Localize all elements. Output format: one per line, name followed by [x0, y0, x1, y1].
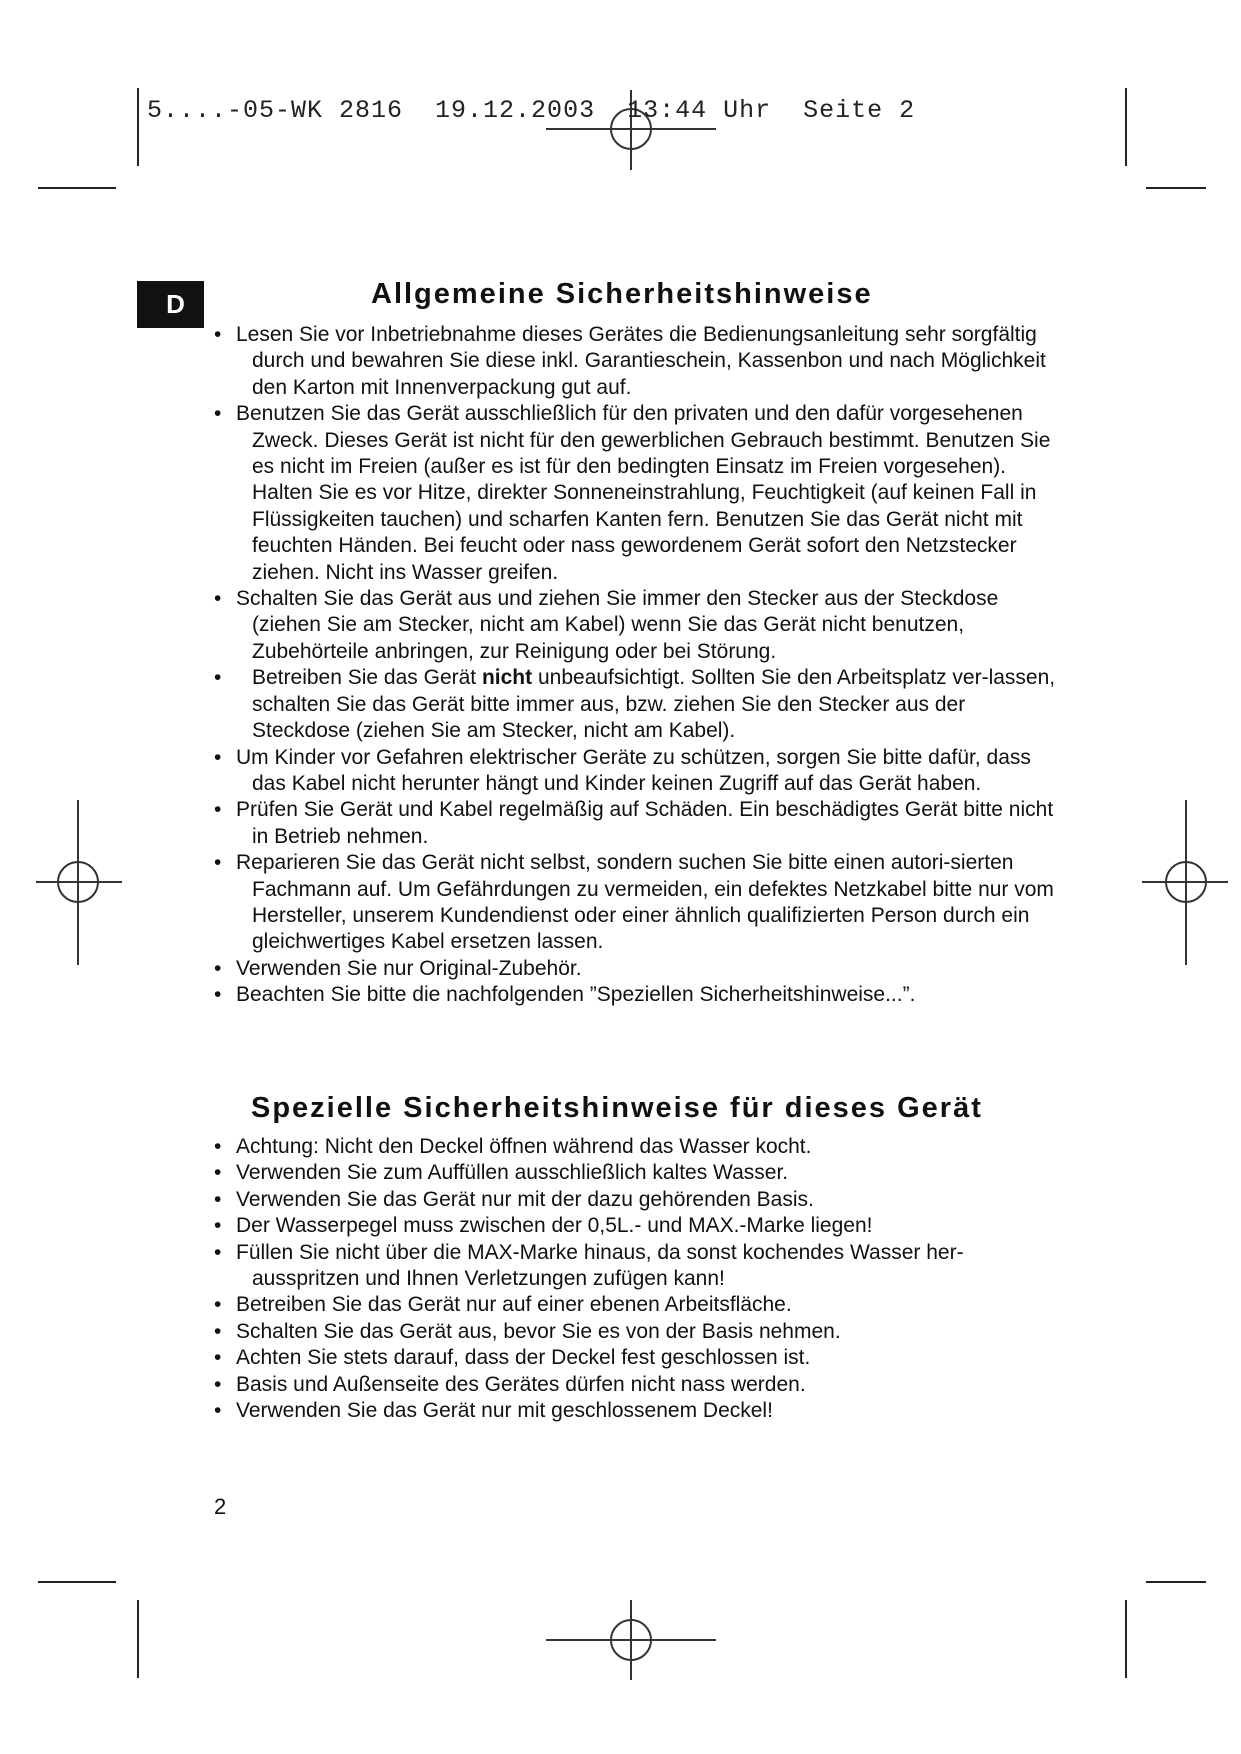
list-item: • Betreiben Sie das Gerät nur auf einer ebenen Arbeitsfläche.	[214, 1292, 1064, 1318]
registration-mark-bottom-icon	[546, 1600, 716, 1680]
list-item: • Prüfen Sie Gerät und Kabel regelmäßig auf Schäden. Ein beschädigtes Gerät bitte nicht in Betrieb nehmen.	[214, 797, 1064, 850]
list-item: • Um Kinder vor Gefahren elektrischer Geräte zu schützen, sorgen Sie bitte dafür, dass das Kabel nicht herunter hängt und Kinder keinen Zugriff auf das Gerät haben.	[214, 745, 1064, 798]
registration-mark-right-icon	[1142, 800, 1228, 965]
special-safety-list	[214, 1134, 1064, 1424]
list-item: • Beachten Sie bitte die nachfolgenden ”Speziellen Sicherheitshinweise...”.	[214, 982, 1064, 1008]
list-item: • Füllen Sie nicht über die MAX-Marke hinaus, da sonst kochendes Wasser her-ausspritzen und Ihnen Verletzungen zufügen kann!	[214, 1240, 1064, 1293]
registration-mark-left-icon	[36, 800, 122, 965]
crop-mark	[137, 88, 139, 166]
list-item: • Schalten Sie das Gerät aus, bevor Sie es von der Basis nehmen.	[214, 1319, 1064, 1345]
crop-mark	[38, 1581, 116, 1583]
item-text: Betreiben Sie das Gerät	[252, 666, 482, 690]
crop-mark	[137, 1600, 139, 1678]
list-item: • Verwenden Sie das Gerät nur mit der dazu gehörenden Basis.	[214, 1187, 1064, 1213]
list-item: • Der Wasserpegel muss zwischen der 0,5L.- und MAX.-Marke liegen!	[214, 1213, 1064, 1239]
item-emphasis: nicht	[481, 666, 533, 690]
crop-mark	[1125, 88, 1127, 166]
list-item: • Lesen Sie vor Inbetriebnahme dieses Gerätes die Bedienungsanleitung sehr sorgfältig durch und bewahren Sie diese inkl. Garantieschein, Kassenbon und nach Möglichkeit den Karton mit Innenverpackung gut auf.	[214, 322, 1064, 401]
print-slug: 5....-05-WK 2816 19.12.2003 13:44 Uhr Seite 2	[147, 96, 916, 125]
list-item: • Benutzen Sie das Gerät ausschließlich für den privaten und den dafür vorgesehenen Zweck. Dieses Gerät ist nicht für den gewerblichen Gebrauch bestimmt. Benutzen Sie es nicht im Freien (außer es ist für den bedingten Einsatz im Freien vorgesehen). Halten Sie es vor Hitze, direkter Sonneneinstrahlung, Feuchtigkeit (auf keinen Fall in Flüssigkeiten tauchen) und scharfen Kanten fern. Benutzen Sie das Gerät nicht mit feuchten Händen. Bei feucht oder nass gewordenem Gerät sofort den Netzstecker ziehen. Nicht ins Wasser greifen.	[214, 401, 1064, 586]
list-item: • Achtung: Nicht den Deckel öffnen während das Wasser kocht.	[214, 1134, 1064, 1160]
general-safety-list	[214, 322, 1064, 1009]
list-item: • Verwenden Sie das Gerät nur mit geschlossenem Deckel!	[214, 1398, 1064, 1424]
crop-mark	[1146, 187, 1206, 189]
crop-mark	[1125, 1600, 1127, 1678]
list-item: • Schalten Sie das Gerät aus und ziehen Sie immer den Stecker aus der Steckdose (ziehen Sie am Stecker, nicht am Kabel) wenn Sie das Gerät nicht benutzen, Zubehörteile anbringen, zur Reinigung oder bei Störung.	[214, 586, 1064, 665]
list-item: • Reparieren Sie das Gerät nicht selbst, sondern suchen Sie bitte einen autori-sierten Fachmann auf. Um Gefährdungen zu vermeiden, ein defektes Netzkabel bitte nur vom Hersteller, unserem Kundendienst oder einer ähnlich qualifizierten Person durch ein gleichwertiges Kabel ersetzen lassen.	[214, 850, 1064, 956]
list-item: • Basis und Außenseite des Gerätes dürfen nicht nass werden.	[214, 1372, 1064, 1398]
crop-mark	[1146, 1581, 1206, 1583]
list-item	[214, 665, 1064, 744]
list-item: • Verwenden Sie nur Original-Zubehör.	[214, 956, 1064, 982]
crop-mark	[38, 187, 116, 189]
section-title-general-safety: Allgemeine Sicherheitshinweise	[371, 278, 873, 310]
list-item: • Achten Sie stets darauf, dass der Deckel fest geschlossen ist.	[214, 1345, 1064, 1371]
section-title-special-safety: Spezielle Sicherheitshinweise für dieses Gerät	[251, 1092, 983, 1124]
language-tab: D	[137, 281, 204, 328]
item-text: unbeaufsichtigt. Sollten Sie den Arbeitsplatz ver-lassen, schalten Sie das Gerät bitte immer aus, bzw. ziehen Sie den Stecker aus der Steckdose (ziehen Sie am Stecker, nicht am Kabel).	[252, 666, 1056, 743]
list-item: • Verwenden Sie zum Auffüllen ausschließlich kaltes Wasser.	[214, 1160, 1064, 1186]
page-number: 2	[214, 1494, 227, 1519]
